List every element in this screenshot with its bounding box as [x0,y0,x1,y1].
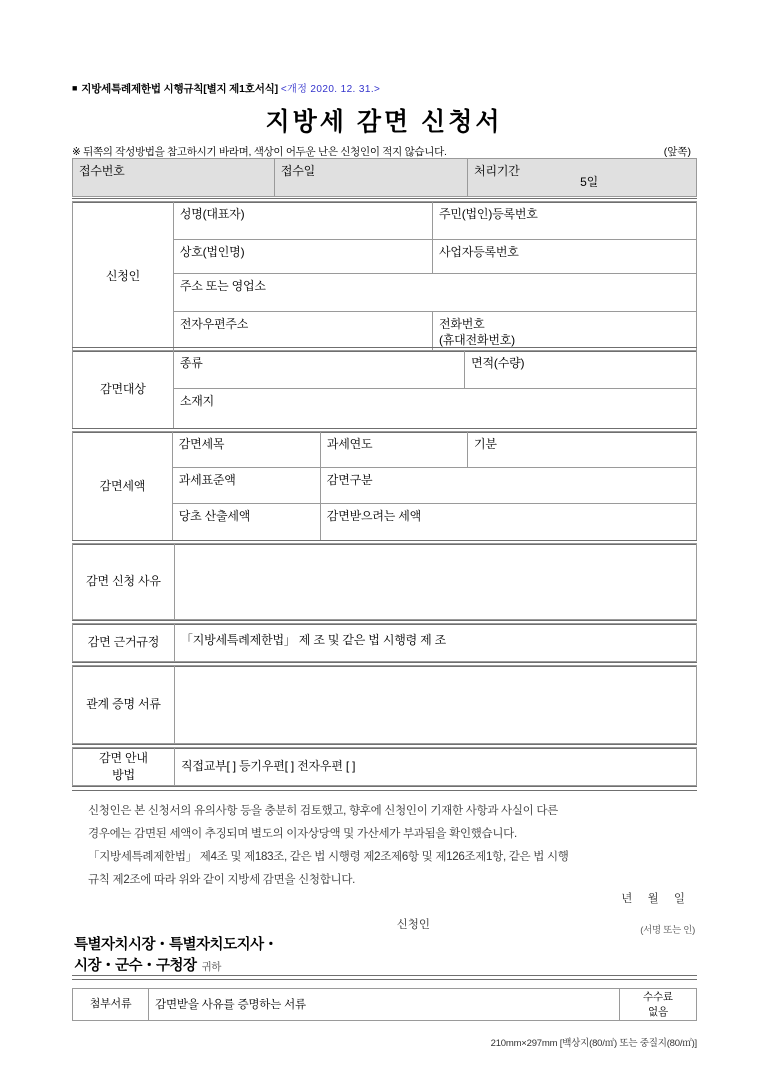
applicant-table [72,201,697,352]
recipient-line-2: 시장・군수・구청장 [74,958,197,975]
section-separator-9 [72,975,697,980]
fee-value: 없음 [648,1005,668,1018]
page-title: 지방세 감면 신청서 [265,108,503,136]
page-side-marker: (앞쪽) [663,146,691,158]
declaration-block [88,800,683,892]
processing-period-cell [468,159,697,197]
recipient-honorific: 귀하 [201,961,221,974]
date-line: 년 월 일 [621,893,691,905]
paper-spec-note: 210mm×297mm [백상지(80/㎡) 또는 중질지(80/㎡)] [490,1038,697,1049]
evidence-input-cell[interactable] [174,666,696,744]
tax-period-cell[interactable]: 기분 [467,432,696,468]
receipt-table [72,158,697,197]
tax-requested-cell[interactable]: 감면받으려는 세액 [320,504,696,541]
reason-label: 감면 신청 사유 [73,544,175,620]
applicant-signature-label: 신청인 [396,919,430,931]
receipt-number-cell[interactable]: 접수번호 [73,159,275,197]
seal-note: (서명 또는 인) [640,925,695,936]
tax-year-cell[interactable]: 과세연도 [320,432,467,468]
applicant-email-cell[interactable]: 전자우편주소 [173,312,432,352]
tax-table [72,431,697,541]
receipt-date-cell[interactable]: 접수일 [274,159,467,197]
applicant-address-cell[interactable]: 주소 또는 영업소 [173,274,696,312]
section-separator-8 [72,786,697,791]
applicant-resident-number-cell[interactable]: 주민(법인)등록번호 [432,202,696,240]
applicant-business-name-cell[interactable]: 상호(법인명) [173,240,432,274]
applicant-business-number-cell[interactable]: 사업자등록번호 [432,240,696,274]
legal-basis-table [72,623,697,662]
tax-item-cell[interactable]: 감면세목 [172,432,320,468]
notice-method-options-cell[interactable]: 직접교부[ ] 등기우편[ ] 전자우편 [ ] [174,748,696,786]
fee-cell [619,989,696,1021]
evidence-table [72,665,697,744]
attachment-label: 첨부서류 [73,989,149,1021]
tax-reduction-type-cell[interactable]: 감면구분 [320,468,696,504]
notice-method-label-line2: 방법 [112,767,135,782]
declaration-line-1: 신청인은 본 신청서의 유의사항 등을 충분히 검토했고, 향후에 신청인이 기재한 사항과 사실이 다른 [88,805,558,817]
attachment-table [72,988,697,1021]
tax-section-label: 감면세액 [73,432,173,541]
processing-period-label: 처리기간 [474,164,520,178]
declaration-line-2: 경우에는 감면된 세액이 추징되며 별도의 이자상당액 및 가산세가 부과됨을 확인했습니다. [88,828,517,840]
reason-input-cell[interactable] [174,544,696,620]
attachment-text-cell[interactable]: 감면받을 사유를 증명하는 서류 [149,989,620,1021]
notice-method-table [72,747,697,786]
target-location-cell[interactable]: 소재지 [173,389,696,429]
form-reference-line [72,80,380,96]
notice-method-label [73,748,175,786]
applicant-section-label: 신청인 [73,202,174,352]
phone-label: 전화번호 [438,317,485,331]
bullet-icon: ■ [72,83,78,93]
declaration-line-3: 「지방세특례제한법」 제4조 및 제183조, 같은 법 시행령 제2조제6항 및 제126조제1항, 같은 법 시행 [88,851,569,863]
target-area-cell[interactable]: 면적(수량) [465,351,697,389]
fee-label: 수수료 [643,990,673,1003]
reason-table [72,543,697,620]
declaration-line-4: 규칙 제2조에 따라 위와 같이 지방세 감면을 신청합니다. [88,874,356,886]
instruction-note: ※ 뒤쪽의 작성방법을 참고하시기 바라며, 색상이 어두운 난은 신청인이 적지 않습니다. [72,146,447,158]
recipient-line-1: 특별자치시장・특별자치도지사・ [74,937,278,953]
evidence-label: 관계 증명 서류 [73,666,175,744]
applicant-phone-cell[interactable] [432,312,696,352]
tax-base-cell[interactable]: 과세표준액 [172,468,320,504]
legal-basis-label: 감면 근거규정 [73,624,175,662]
target-section-label: 감면대상 [73,351,174,429]
recipient-line-2-wrap [74,956,278,977]
revision-date: <개정 2020. 12. 31.> [280,84,381,95]
processing-period-value: 5일 [580,175,598,189]
form-reference-text: 지방세특례제한법 시행규칙[별지 제1호서식] [81,83,278,95]
notice-method-label-line1: 감면 안내 [99,750,148,765]
mobile-label: (휴대전화번호) [438,333,515,348]
applicant-name-cell[interactable]: 성명(대표자) [173,202,432,240]
recipient-block [74,935,278,977]
target-table [72,350,697,429]
tax-original-cell[interactable]: 당초 산출세액 [172,504,320,541]
target-kind-cell[interactable]: 종류 [173,351,464,389]
legal-basis-text-cell[interactable]: 「지방세특례제한법」 제 조 및 같은 법 시행령 제 조 [174,624,696,662]
